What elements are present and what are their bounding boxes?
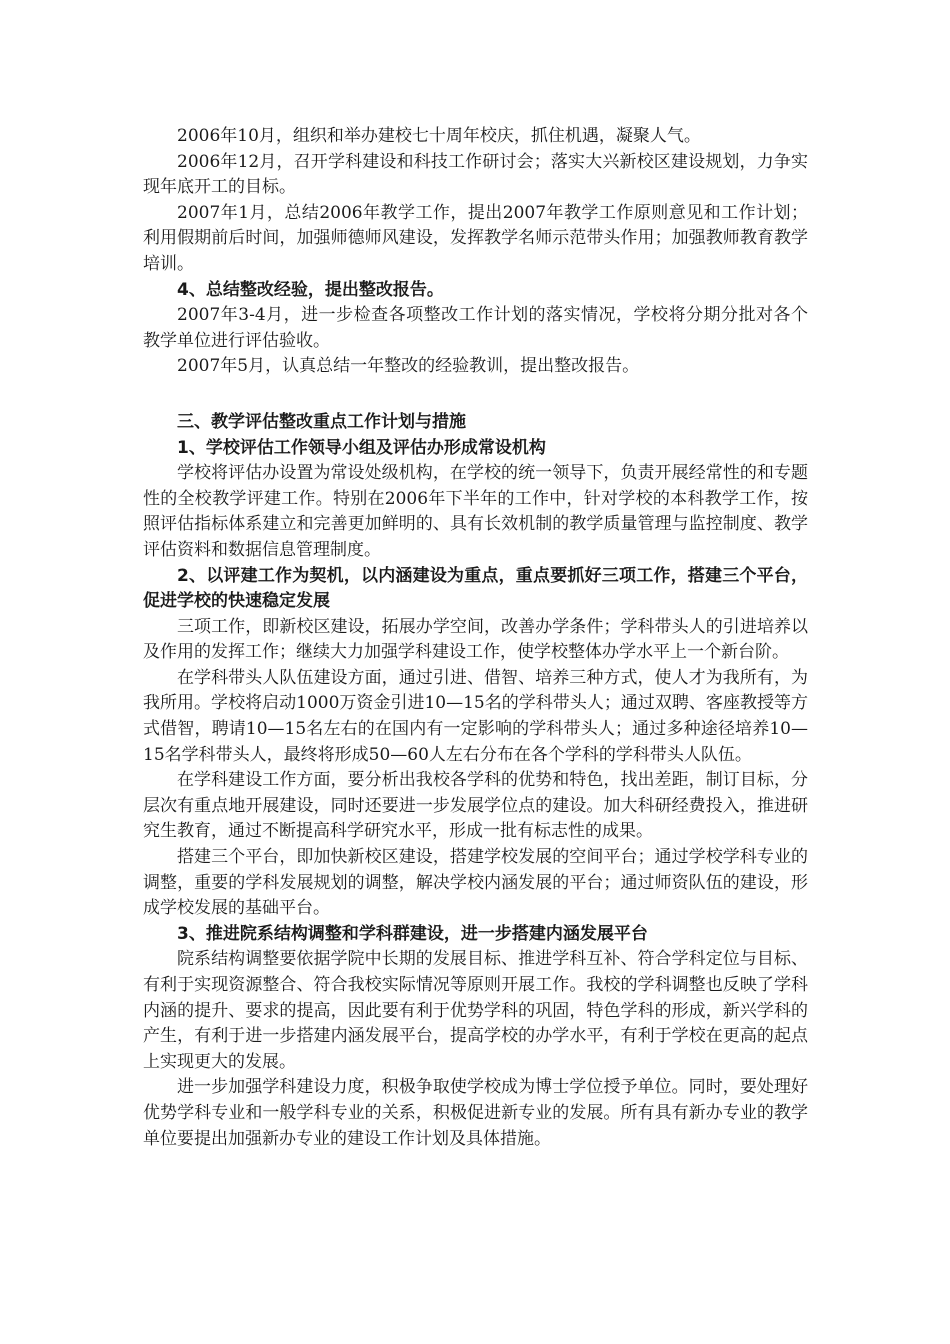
paragraph-mar-apr-2007: 2007年3-4月，进一步检查各项整改工作计划的落实情况，学校将分期分批对各个教学单位进行评估验收。 xyxy=(143,305,808,351)
section-gap xyxy=(143,380,808,410)
paragraph-discipline-leaders: 在学科带头人队伍建设方面，通过引进、借智、培养三种方式，使人才为我所有，为我所用。学校将启动1000万资金引进10—15名的学科带头人；通过双聘、客座教授等方式借智，聘请10—15名左右的在国内有一定影响的学科带头人；通过多种途径培养10—15名学科带头人，最终将形成50—60人左右分布在各个学科的学科带头人队伍。 xyxy=(143,667,808,765)
paragraph-doctoral-degree: 进一步加强学科建设力度，积极争取使学校成为博士学位授予单位。同时，要处理好优势学科专业和一般学科专业的关系，积极促进新专业的发展。所有具有新办专业的教学单位要提出加强新办专业的建设工作计划及具体措施。 xyxy=(143,1077,808,1149)
subheading-1: 1、学校评估工作领导小组及评估办形成常设机构 xyxy=(177,437,546,458)
paragraph-three-tasks: 三项工作，即新校区建设，拓展办学空间，改善办学条件；学科带头人的引进培养以及作用的发挥工作；继续大力加强学科建设工作，使学校整体办学水平上一个新台阶。 xyxy=(143,616,808,663)
paragraph-discipline-construction: 在学科建设工作方面，要分析出我校各学科的优势和特色，找出差距，制订目标，分层次有重点地开展建设，同时还要进一步发展学位点的建设。加大科研经费投入，推进研究生教育，通过不断提高科学研究水平，形成一批有标志性的成果。 xyxy=(143,770,808,842)
paragraph-dec-2006: 2006年12月，召开学科建设和科技工作研讨会；落实大兴新校区建设规划，力争实现年底开工的目标。 xyxy=(143,151,808,198)
paragraph-department-restructure: 院系结构调整要依据学院中长期的发展目标、推进学科互补、符合学科定位与目标、有利于实现资源整合、符合我校实际情况等原则开展工作。我校的学科调整也反映了学科内涵的提升、要求的提高，因此要有利于优势学科的巩固，特色学科的形成，新兴学科的产生，有利于进一步搭建内涵发展平台，提高学校的办学水平，有利于学校在更高的起点上实现更大的发展。 xyxy=(143,949,808,1072)
paragraph-assessment-office: 学校将评估办设置为常设处级机构，在学校的统一领导下，负责开展经常性的和专题性的全校教学评建工作。特别在2006年下半年的工作中，针对学校的本科教学工作，按照评估指标体系建立和完善更加鲜明的、具有长效机制的教学质量管理与监控制度、教学评估资料和数据信息管理制度。 xyxy=(143,463,808,560)
paragraph-oct-2006: 2006年10月，组织和举办建校七十周年校庆，抓住机遇，凝聚人气。 xyxy=(177,126,701,146)
paragraph-jan-2007: 2007年1月，总结2006年教学工作，提出2007年教学工作原则意见和工作计划；利用假期前后时间，加强师德师风建设，发挥教学名师示范带头作用；加强教师教育教学培训。 xyxy=(143,202,808,274)
subheading-3: 3、推进院系结构调整和学科群建设，进一步搭建内涵发展平台 xyxy=(177,923,648,944)
subheading-2: 2、以评建工作为契机，以内涵建设为重点，重点要抓好三项工作，搭建三个平台，促进学校的快速稳定发展 xyxy=(143,565,808,612)
document-page xyxy=(143,124,808,1152)
paragraph-may-2007: 2007年5月，认真总结一年整改的经验教训，提出整改报告。 xyxy=(177,356,640,377)
section-heading-3: 三、教学评估整改重点工作计划与措施 xyxy=(177,411,466,432)
paragraph-three-platforms: 搭建三个平台，即加快新校区建设，搭建学校发展的空间平台；通过学校学科专业的调整，重要的学科发展规划的调整，解决学校内涵发展的平台；通过师资队伍的建设，形成学校发展的基础平台。 xyxy=(143,847,808,919)
heading-summary-report: 4、总结整改经验，提出整改报告。 xyxy=(177,279,444,300)
